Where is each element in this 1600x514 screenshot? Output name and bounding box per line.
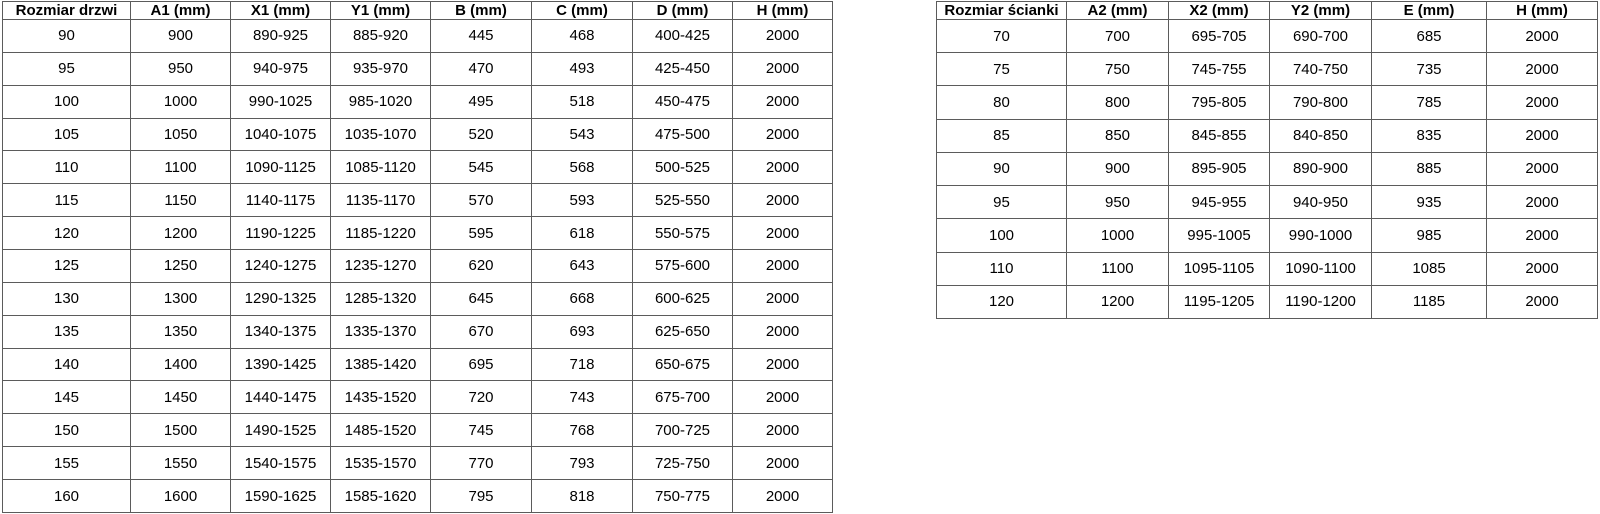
table-cell: 425-450 xyxy=(633,52,733,85)
table-row xyxy=(937,119,1598,152)
table-cell: 745 xyxy=(431,414,532,447)
column-header: X2 (mm) xyxy=(1169,2,1270,20)
table-cell: 725-750 xyxy=(633,447,733,480)
table-cell: 1240-1275 xyxy=(231,250,331,283)
column-header: A1 (mm) xyxy=(131,2,231,20)
table-cell: 1190-1200 xyxy=(1270,285,1372,318)
table-cell: 935 xyxy=(1372,186,1487,219)
column-header: Rozmiar ścianki xyxy=(937,2,1067,20)
table-cell: 400-425 xyxy=(633,20,733,53)
column-header: Y1 (mm) xyxy=(331,2,431,20)
table-row xyxy=(3,282,833,315)
table-cell: 1600 xyxy=(131,480,231,513)
table-cell: 120 xyxy=(3,217,131,250)
table-cell: 1095-1105 xyxy=(1169,252,1270,285)
table-cell: 105 xyxy=(3,118,131,151)
table-cell: 550-575 xyxy=(633,217,733,250)
table-cell: 695-705 xyxy=(1169,20,1270,53)
table-row xyxy=(937,252,1598,285)
table-cell: 445 xyxy=(431,20,532,53)
table-cell: 885 xyxy=(1372,152,1487,185)
table-cell: 690-700 xyxy=(1270,20,1372,53)
table-cell: 575-600 xyxy=(633,250,733,283)
table-cell: 2000 xyxy=(733,85,833,118)
table-cell: 493 xyxy=(532,52,633,85)
table-cell: 945-955 xyxy=(1169,186,1270,219)
table-row xyxy=(3,52,833,85)
table-cell: 2000 xyxy=(733,52,833,85)
table-cell: 110 xyxy=(937,252,1067,285)
table-cell: 795-805 xyxy=(1169,86,1270,119)
table-cell: 785 xyxy=(1372,86,1487,119)
table-row xyxy=(3,414,833,447)
table-cell: 100 xyxy=(937,219,1067,252)
table-cell: 2000 xyxy=(733,480,833,513)
table-cell: 543 xyxy=(532,118,633,151)
table-cell: 1190-1225 xyxy=(231,217,331,250)
table-cell: 160 xyxy=(3,480,131,513)
table-cell: 2000 xyxy=(1487,186,1598,219)
table-cell: 2000 xyxy=(733,118,833,151)
column-header: D (mm) xyxy=(633,2,733,20)
table-cell: 693 xyxy=(532,315,633,348)
column-header: Y2 (mm) xyxy=(1270,2,1372,20)
table-row xyxy=(3,118,833,151)
table-cell: 1100 xyxy=(1067,252,1169,285)
table-cell: 670 xyxy=(431,315,532,348)
table-cell: 740-750 xyxy=(1270,53,1372,86)
table-cell: 120 xyxy=(937,285,1067,318)
table-cell: 2000 xyxy=(1487,285,1598,318)
table-cell: 735 xyxy=(1372,53,1487,86)
table-cell: 150 xyxy=(3,414,131,447)
table-cell: 520 xyxy=(431,118,532,151)
table-cell: 2000 xyxy=(733,348,833,381)
column-header: E (mm) xyxy=(1372,2,1487,20)
door-size-table xyxy=(2,1,833,513)
table-cell: 625-650 xyxy=(633,315,733,348)
table-cell: 650-675 xyxy=(633,348,733,381)
table-cell: 1140-1175 xyxy=(231,184,331,217)
table-row xyxy=(3,250,833,283)
table-cell: 115 xyxy=(3,184,131,217)
table-cell: 2000 xyxy=(733,250,833,283)
table-cell: 1195-1205 xyxy=(1169,285,1270,318)
table-cell: 595 xyxy=(431,217,532,250)
table-cell: 1350 xyxy=(131,315,231,348)
table-cell: 468 xyxy=(532,20,633,53)
table-cell: 2000 xyxy=(733,381,833,414)
table-cell: 1340-1375 xyxy=(231,315,331,348)
table-cell: 470 xyxy=(431,52,532,85)
table-cell: 1035-1070 xyxy=(331,118,431,151)
table-cell: 900 xyxy=(131,20,231,53)
table-cell: 70 xyxy=(937,20,1067,53)
table-cell: 750 xyxy=(1067,53,1169,86)
table-cell: 2000 xyxy=(733,447,833,480)
table-cell: 695 xyxy=(431,348,532,381)
table-cell: 718 xyxy=(532,348,633,381)
table-cell: 720 xyxy=(431,381,532,414)
table-cell: 518 xyxy=(532,85,633,118)
table-cell: 145 xyxy=(3,381,131,414)
table-cell: 950 xyxy=(1067,186,1169,219)
table-cell: 900 xyxy=(1067,152,1169,185)
table-cell: 950 xyxy=(131,52,231,85)
table-cell: 1000 xyxy=(1067,219,1169,252)
table-cell: 85 xyxy=(937,119,1067,152)
table-cell: 2000 xyxy=(1487,20,1598,53)
table-cell: 1400 xyxy=(131,348,231,381)
table-cell: 795 xyxy=(431,480,532,513)
table-cell: 80 xyxy=(937,86,1067,119)
table-cell: 545 xyxy=(431,151,532,184)
table-cell: 95 xyxy=(3,52,131,85)
table-cell: 700 xyxy=(1067,20,1169,53)
table-row xyxy=(937,53,1598,86)
table-cell: 668 xyxy=(532,282,633,315)
table-cell: 800 xyxy=(1067,86,1169,119)
table-cell: 1090-1125 xyxy=(231,151,331,184)
table-cell: 845-855 xyxy=(1169,119,1270,152)
table-cell: 770 xyxy=(431,447,532,480)
table-cell: 1200 xyxy=(1067,285,1169,318)
table-cell: 1385-1420 xyxy=(331,348,431,381)
table-cell: 935-970 xyxy=(331,52,431,85)
table-cell: 818 xyxy=(532,480,633,513)
table-cell: 2000 xyxy=(733,414,833,447)
table-cell: 1440-1475 xyxy=(231,381,331,414)
column-header: A2 (mm) xyxy=(1067,2,1169,20)
table-cell: 495 xyxy=(431,85,532,118)
panel-table-header-row xyxy=(937,2,1598,20)
table-cell: 645 xyxy=(431,282,532,315)
table-cell: 885-920 xyxy=(331,20,431,53)
table-cell: 743 xyxy=(532,381,633,414)
table-cell: 1050 xyxy=(131,118,231,151)
column-header: H (mm) xyxy=(1487,2,1598,20)
table-cell: 525-550 xyxy=(633,184,733,217)
table-cell: 1000 xyxy=(131,85,231,118)
table-cell: 475-500 xyxy=(633,118,733,151)
table-row xyxy=(937,86,1598,119)
table-row xyxy=(3,480,833,513)
table-cell: 1100 xyxy=(131,151,231,184)
table-cell: 135 xyxy=(3,315,131,348)
table-cell: 1535-1570 xyxy=(331,447,431,480)
table-cell: 985 xyxy=(1372,219,1487,252)
table-cell: 600-625 xyxy=(633,282,733,315)
table-row xyxy=(3,85,833,118)
table-row xyxy=(937,186,1598,219)
table-cell: 1500 xyxy=(131,414,231,447)
table-cell: 768 xyxy=(532,414,633,447)
table-cell: 1085 xyxy=(1372,252,1487,285)
table-cell: 90 xyxy=(3,20,131,53)
table-cell: 2000 xyxy=(1487,219,1598,252)
table-cell: 1185-1220 xyxy=(331,217,431,250)
table-row xyxy=(3,447,833,480)
table-cell: 570 xyxy=(431,184,532,217)
table-cell: 1585-1620 xyxy=(331,480,431,513)
table-cell: 1290-1325 xyxy=(231,282,331,315)
table-cell: 593 xyxy=(532,184,633,217)
table-cell: 125 xyxy=(3,250,131,283)
table-cell: 1235-1270 xyxy=(331,250,431,283)
table-row xyxy=(3,20,833,53)
table-cell: 1435-1520 xyxy=(331,381,431,414)
table-cell: 643 xyxy=(532,250,633,283)
table-cell: 985-1020 xyxy=(331,85,431,118)
table-cell: 618 xyxy=(532,217,633,250)
table-cell: 1150 xyxy=(131,184,231,217)
table-cell: 1485-1520 xyxy=(331,414,431,447)
table-cell: 1285-1320 xyxy=(331,282,431,315)
table-cell: 793 xyxy=(532,447,633,480)
table-cell: 2000 xyxy=(733,315,833,348)
table-row xyxy=(937,20,1598,53)
table-cell: 140 xyxy=(3,348,131,381)
table-cell: 1200 xyxy=(131,217,231,250)
column-header: H (mm) xyxy=(733,2,833,20)
table-cell: 2000 xyxy=(1487,53,1598,86)
table-cell: 1185 xyxy=(1372,285,1487,318)
table-cell: 2000 xyxy=(733,20,833,53)
table-cell: 995-1005 xyxy=(1169,219,1270,252)
table-cell: 700-725 xyxy=(633,414,733,447)
table-cell: 75 xyxy=(937,53,1067,86)
table-cell: 1090-1100 xyxy=(1270,252,1372,285)
table-cell: 95 xyxy=(937,186,1067,219)
table-cell: 675-700 xyxy=(633,381,733,414)
table-cell: 2000 xyxy=(733,184,833,217)
table-cell: 2000 xyxy=(1487,252,1598,285)
column-header: X1 (mm) xyxy=(231,2,331,20)
table-cell: 1490-1525 xyxy=(231,414,331,447)
table-cell: 1390-1425 xyxy=(231,348,331,381)
table-cell: 1540-1575 xyxy=(231,447,331,480)
table-cell: 568 xyxy=(532,151,633,184)
table-cell: 1300 xyxy=(131,282,231,315)
table-cell: 1250 xyxy=(131,250,231,283)
table-cell: 840-850 xyxy=(1270,119,1372,152)
table-cell: 990-1000 xyxy=(1270,219,1372,252)
table-cell: 620 xyxy=(431,250,532,283)
table-cell: 750-775 xyxy=(633,480,733,513)
table-cell: 1550 xyxy=(131,447,231,480)
table-cell: 1335-1370 xyxy=(331,315,431,348)
wall-panel-size-table xyxy=(936,1,1598,319)
table-cell: 2000 xyxy=(1487,86,1598,119)
table-row xyxy=(937,219,1598,252)
table-cell: 685 xyxy=(1372,20,1487,53)
table-cell: 1085-1120 xyxy=(331,151,431,184)
table-cell: 500-525 xyxy=(633,151,733,184)
table-cell: 895-905 xyxy=(1169,152,1270,185)
table-row xyxy=(937,285,1598,318)
table-row xyxy=(3,184,833,217)
table-cell: 790-800 xyxy=(1270,86,1372,119)
table-cell: 940-950 xyxy=(1270,186,1372,219)
table-cell: 450-475 xyxy=(633,85,733,118)
table-cell: 745-755 xyxy=(1169,53,1270,86)
table-cell: 2000 xyxy=(1487,119,1598,152)
table-cell: 990-1025 xyxy=(231,85,331,118)
table-cell: 2000 xyxy=(733,282,833,315)
table-cell: 940-975 xyxy=(231,52,331,85)
table-row xyxy=(3,381,833,414)
table-cell: 1135-1170 xyxy=(331,184,431,217)
column-header: B (mm) xyxy=(431,2,532,20)
door-table-header-row xyxy=(3,2,833,20)
table-cell: 90 xyxy=(937,152,1067,185)
table-cell: 850 xyxy=(1067,119,1169,152)
table-cell: 2000 xyxy=(733,151,833,184)
table-row xyxy=(3,315,833,348)
table-cell: 130 xyxy=(3,282,131,315)
table-cell: 835 xyxy=(1372,119,1487,152)
table-cell: 155 xyxy=(3,447,131,480)
table-row xyxy=(3,151,833,184)
table-cell: 890-900 xyxy=(1270,152,1372,185)
table-row xyxy=(3,348,833,381)
table-cell: 2000 xyxy=(733,217,833,250)
table-cell: 2000 xyxy=(1487,152,1598,185)
table-cell: 1590-1625 xyxy=(231,480,331,513)
table-row xyxy=(3,217,833,250)
table-cell: 890-925 xyxy=(231,20,331,53)
table-row xyxy=(937,152,1598,185)
table-cell: 110 xyxy=(3,151,131,184)
table-cell: 1450 xyxy=(131,381,231,414)
column-header: C (mm) xyxy=(532,2,633,20)
column-header: Rozmiar drzwi xyxy=(3,2,131,20)
table-cell: 1040-1075 xyxy=(231,118,331,151)
table-cell: 100 xyxy=(3,85,131,118)
